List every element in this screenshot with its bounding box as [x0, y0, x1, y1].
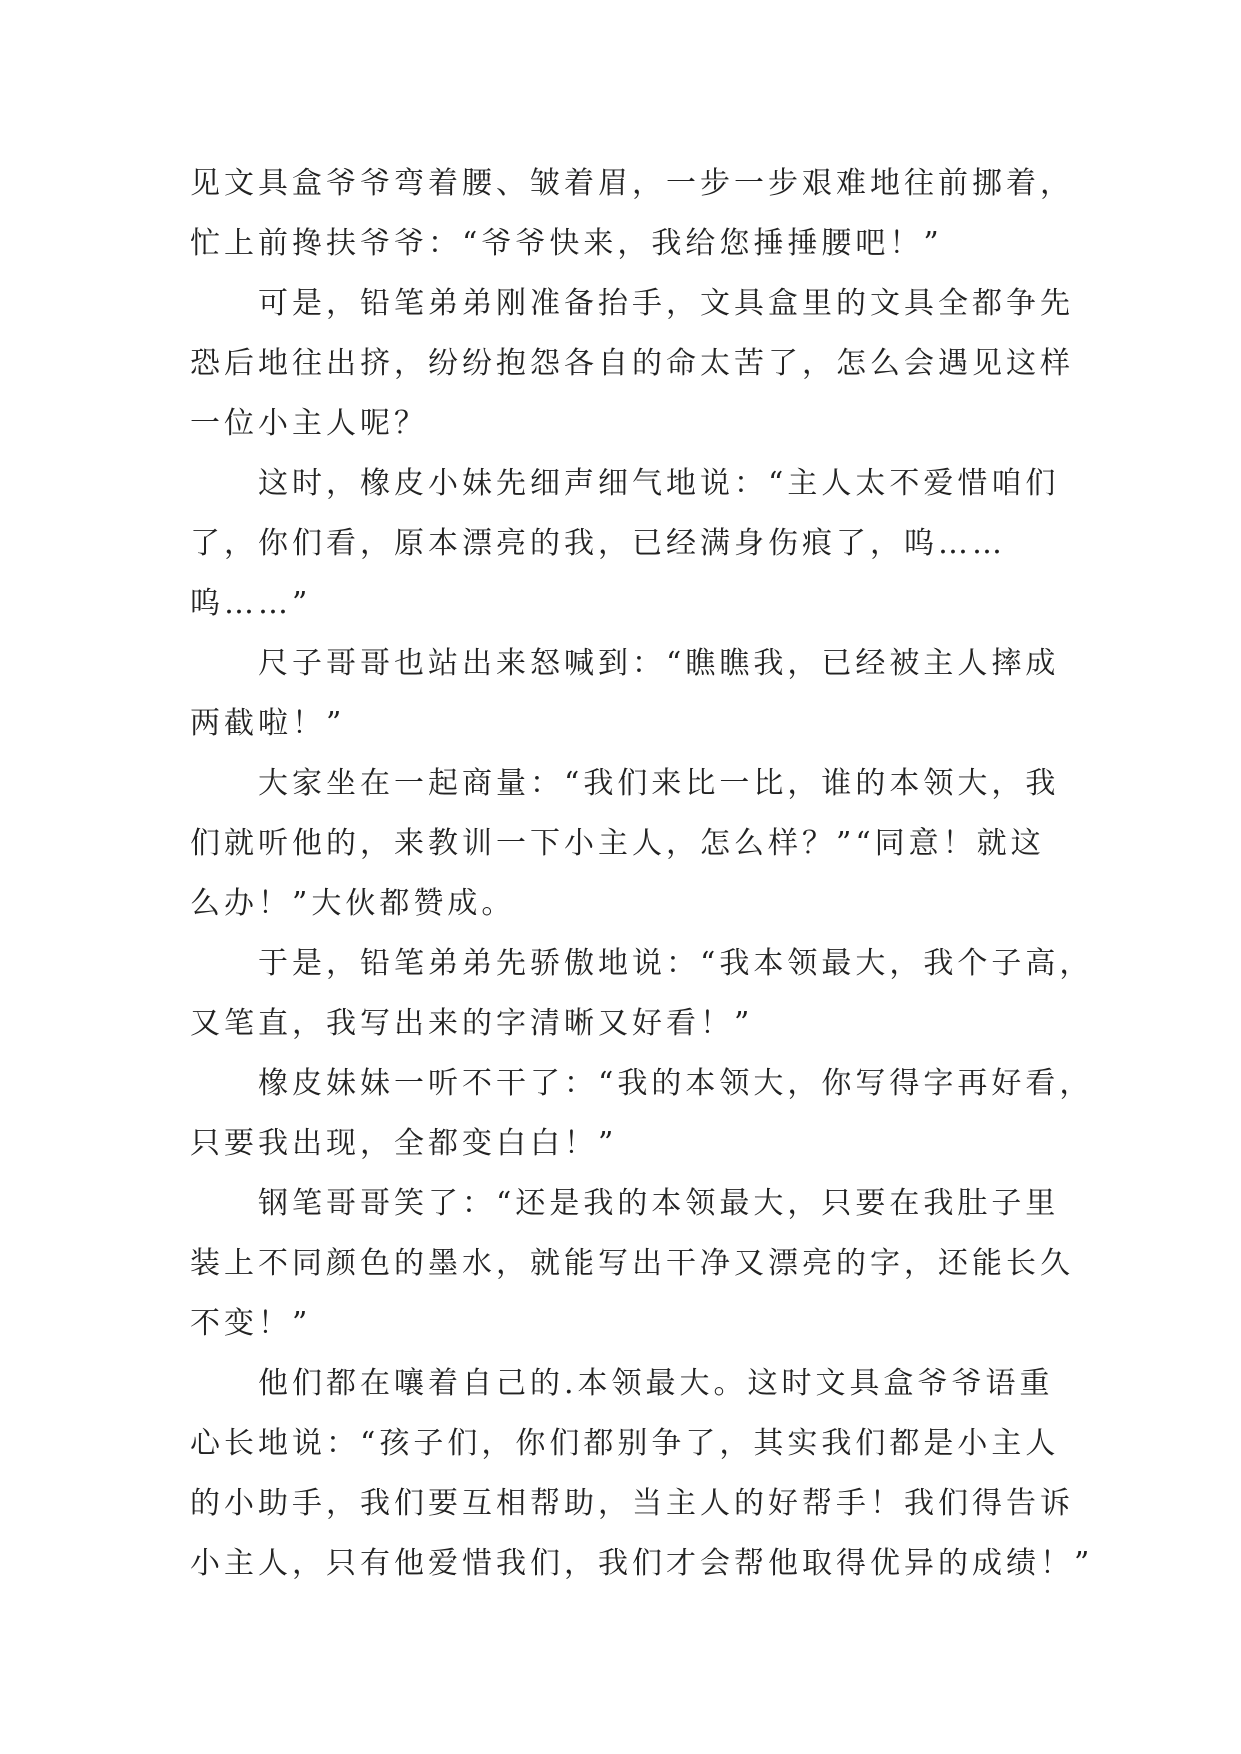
- text-line: 恐后地往出挤，纷纷抱怨各自的命太苦了，怎么会遇见这样: [190, 346, 1074, 381]
- paragraph-start-line: 这时，橡皮小妹先细声细气地说：“主人太不爱惜咱们: [258, 466, 1060, 501]
- paragraph-start-line: 钢笔哥哥笑了：“还是我的本领最大，只要在我肚子里: [258, 1186, 1060, 1221]
- text-line: 们就听他的，来教训一下小主人，怎么样？”“同意！就这: [190, 826, 1045, 861]
- text-line: 又笔直，我写出来的字清晰又好看！”: [190, 1006, 754, 1041]
- text-line: 只要我出现，全都变白白！”: [190, 1126, 618, 1161]
- paragraph-start-line: 尺子哥哥也站出来怒喊到：“瞧瞧我，已经被主人摔成: [258, 646, 1060, 681]
- text-line: 呜……”: [190, 586, 312, 621]
- text-line: 心长地说：“孩子们，你们都别争了，其实我们都是小主人: [190, 1426, 1060, 1461]
- text-line: 的小助手，我们要互相帮助，当主人的好帮手！我们得告诉: [190, 1486, 1074, 1521]
- paragraph-start-line: 大家坐在一起商量：“我们来比一比，谁的本领大，我: [258, 766, 1060, 801]
- text-line: 么办！”大伙都赞成。: [190, 886, 516, 921]
- text-line: 一位小主人呢？: [190, 406, 428, 441]
- document-page: [190, 154, 1094, 1594]
- paragraph-start-line: 橡皮妹妹一听不干了：“我的本领大，你写得字再好看，: [258, 1066, 1094, 1101]
- text-line: 不变！”: [190, 1306, 312, 1341]
- paragraph-start-line: 他们都在嚷着自己的.本领最大。这时文具盒爷爷语重: [258, 1366, 1054, 1401]
- text-line: 了，你们看，原本漂亮的我，已经满身伤痕了，呜……: [190, 526, 1006, 561]
- text-line: 小主人，只有他爱惜我们，我们才会帮他取得优异的成绩！”: [190, 1546, 1094, 1581]
- paragraph-start-line: 可是，铅笔弟弟刚准备抬手，文具盒里的文具全都争先: [258, 286, 1074, 321]
- text-line: 忙上前搀扶爷爷：“爷爷快来，我给您捶捶腰吧！”: [190, 226, 943, 261]
- text-line: 见文具盒爷爷弯着腰、皱着眉，一步一步艰难地往前挪着，: [190, 166, 1074, 201]
- text-line: 两截啦！”: [190, 706, 346, 741]
- text-line: 装上不同颜色的墨水，就能写出干净又漂亮的字，还能长久: [190, 1246, 1074, 1281]
- paragraph-start-line: 于是，铅笔弟弟先骄傲地说：“我本领最大，我个子高，: [258, 946, 1094, 981]
